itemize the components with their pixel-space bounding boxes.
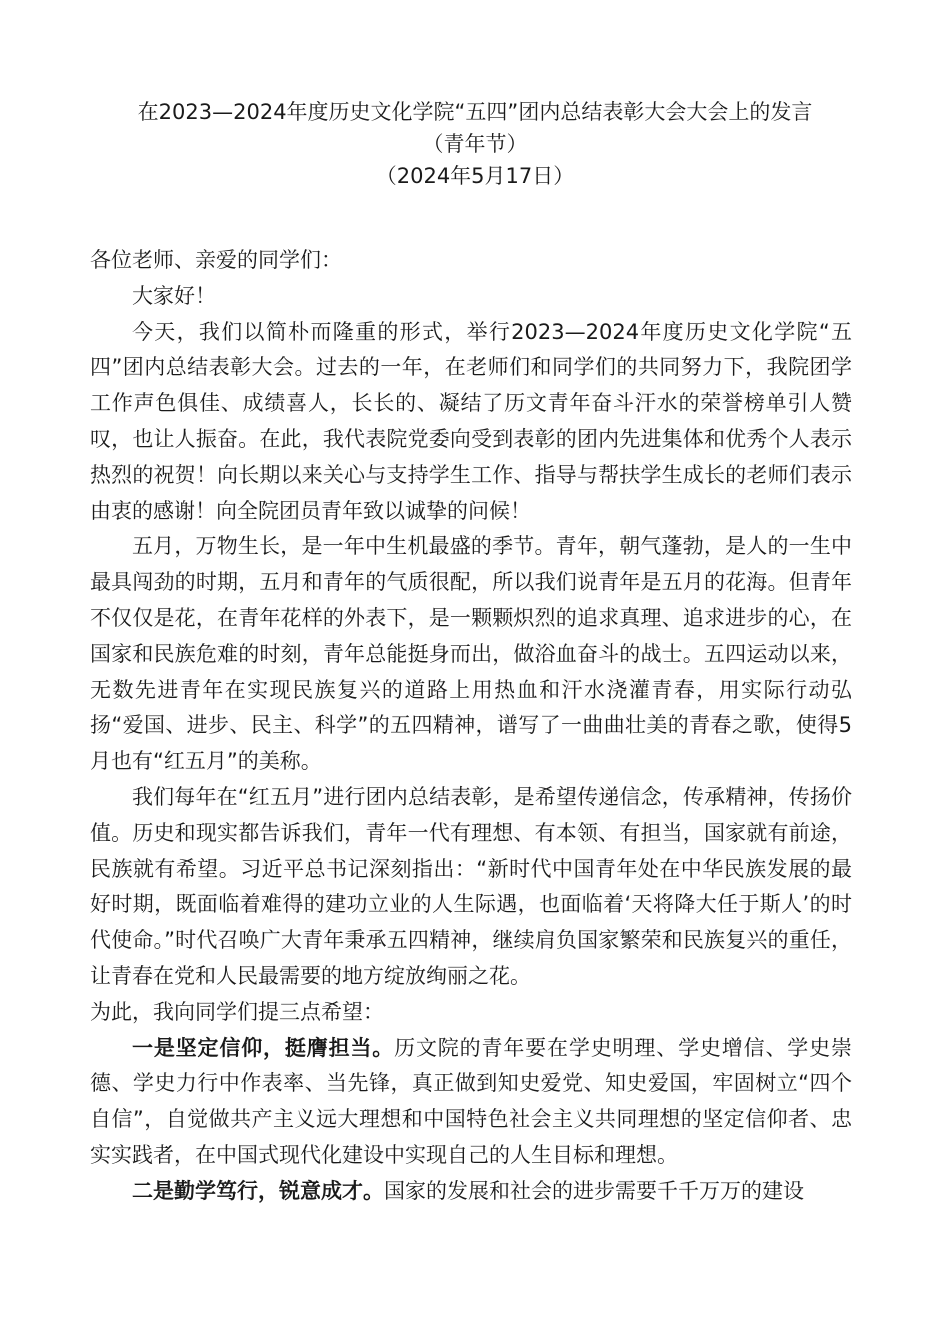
- salutation: 各位老师、亲爱的同学们：: [90, 248, 342, 272]
- paragraph: 我们每年在“红五月”进行团内总结表彰，是希望传递信念，传承精神，传扬价值。历史和现实都告诉我们，青年一代有理想、有本领、有担当，国家就有前途，民族就有希望。习近平总书记深刻指出：“新时代中国青年处在中华民族发展的最好时期，既面临着难得的建功立业的人生际遇，也面临着‘天将降大任于斯人’的时代使命。”时代召唤广大青年秉承五四精神，继续肩负国家繁荣和民族复兴的重任，让青春在党和人民最需要的地方绽放绚丽之花。: [90, 784, 852, 988]
- hope-paragraph-2: [90, 1174, 852, 1210]
- greeting: 大家好！: [132, 283, 216, 308]
- title-subtitle: （青年节）: [422, 132, 528, 156]
- paragraph: 今天，我们以简朴而隆重的形式，举行2023—2024年度历史文化学院“五四”团内总结表彰大会。过去的一年，在老师们和同学们的共同努力下，我院团学工作声色俱佳、成绩喜人，长长的、凝结了历文青年奋斗汗水的荣誉榜单引人赞叹，也让人振奋。在此，我代表院党委向受到表彰的团内先进集体和优秀个人表示热烈的祝贺！向长期以来关心与支持学生工作、指导与帮扶学生成长的老师们表示由衷的感谢！向全院团员青年致以诚挚的问候！: [90, 319, 852, 523]
- hope-paragraph-1: [90, 1031, 852, 1174]
- hope-text-2: 国家的发展和社会的进步需要千千万万的建设: [384, 1178, 804, 1203]
- document-title: [90, 96, 860, 192]
- title-main: 在2023—2024年度历史文化学院“五四”团内总结表彰大会大会上的发言: [137, 100, 813, 124]
- document-body: [90, 243, 852, 1210]
- title-date: （2024年5月17日）: [375, 164, 575, 188]
- hope-heading-2: 二是勤学笃行，锐意成才。: [132, 1178, 384, 1203]
- hopes-intro: 为此，我向同学们提三点希望：: [90, 999, 384, 1024]
- paragraph: 五月，万物生长，是一年中生机最盛的季节。青年，朝气蓬勃，是人的一生中最具闯劲的时期，五月和青年的气质很配，所以我们说青年是五月的花海。但青年不仅仅是花，在青年花样的外表下，是一颗颗炽烈的追求真理、追求进步的心，在国家和民族危难的时刻，青年总能挺身而出，做浴血奋斗的战士。五四运动以来，无数先进青年在实现民族复兴的道路上用热血和汗水浇灌青春，用实际行动弘扬“爱国、进步、民主、科学”的五四精神，谱写了一曲曲壮美的青春之歌，使得5月也有“红五月”的美称。: [90, 534, 852, 774]
- hope-heading-1: 一是坚定信仰，挺膺担当。: [132, 1035, 395, 1060]
- hope-text-1: 历文院的青年要在学史明理、学史增信、学史崇德、学史力行中作表率、当先锋，真正做到知史爱党、知史爱国，牢固树立“四个自信”，自觉做共产主义远大理想和中国特色社会主义共同理想的坚定信仰者、忠实实践者，在中国式现代化建设中实现自己的人生目标和理想。: [90, 1035, 852, 1167]
